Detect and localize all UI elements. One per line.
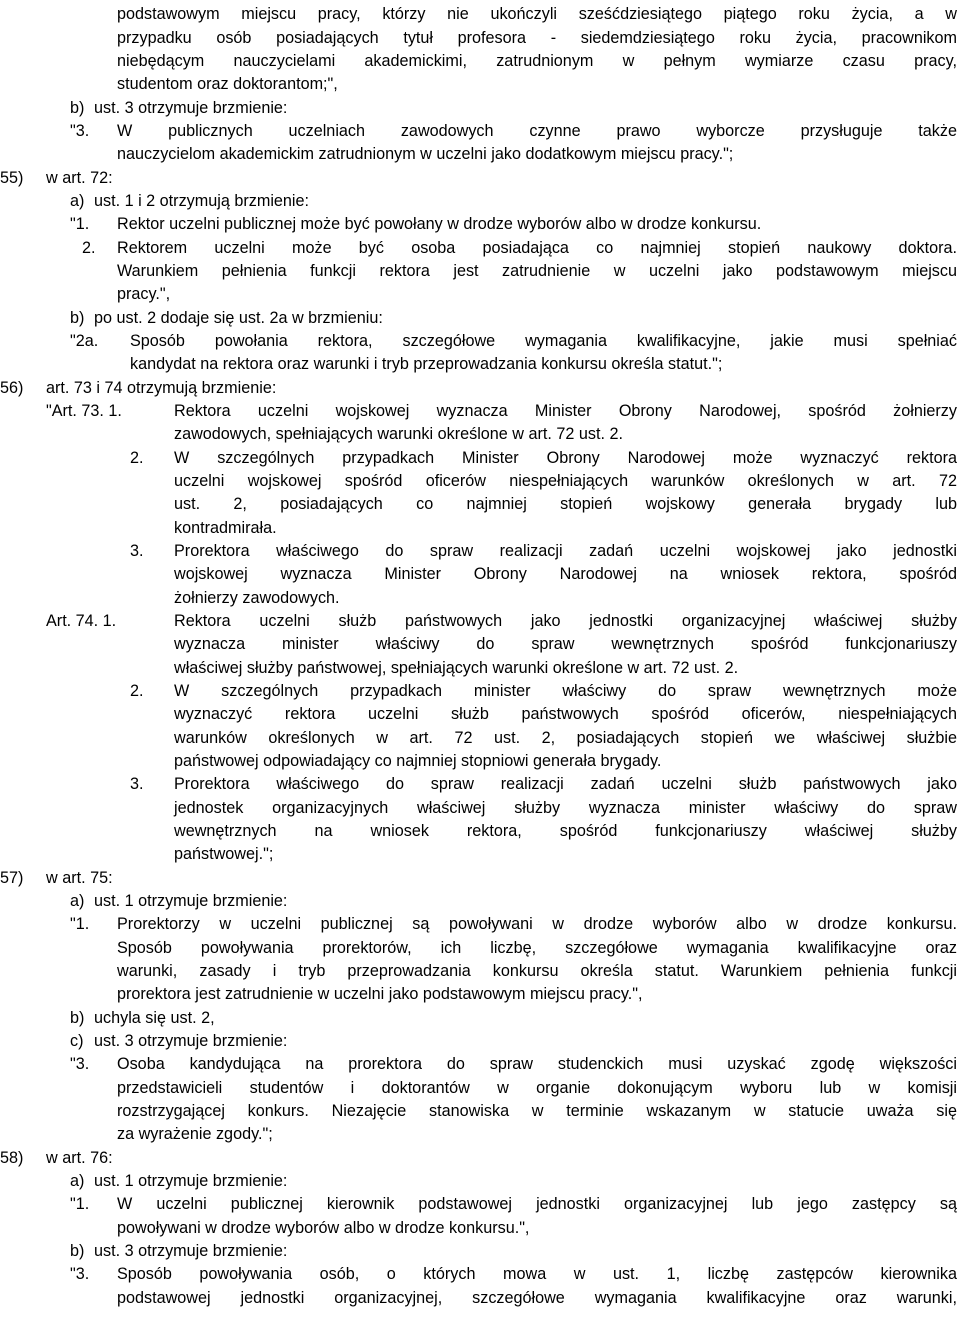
text-line: niebędącym nauczycielami akademickimi, zatrudnionym w pełnym wymiarze czasu pracy, bbox=[117, 52, 957, 70]
text-line: przypadku osób posiadających tytuł profesora - siedemdziesiątego roku życia, pracownikom bbox=[117, 29, 957, 47]
text-line: a) bbox=[70, 1172, 85, 1190]
text-line: zawodowych, spełniających warunki określone w art. 72 ust. 2. bbox=[174, 425, 623, 443]
text-line: za wyrażenie zgody."; bbox=[117, 1125, 273, 1143]
text-line: ust. 3 otrzymuje brzmienie: bbox=[94, 1032, 288, 1050]
text-line: 2. bbox=[130, 449, 144, 467]
text-line: prorektora jest zatrudnienie w uczelni jako podstawowym miejscu pracy.", bbox=[117, 985, 643, 1003]
text-line: żołnierzy zawodowych. bbox=[174, 589, 340, 607]
text-line: 2. bbox=[130, 682, 144, 700]
text-line: przedstawicieli studentów i doktorantów w organie dokonującym wyboru lub w komisji bbox=[117, 1079, 957, 1097]
text-line: Rektora uczelni służb państwowych jako jednostki organizacyjnej właściwej służby bbox=[174, 612, 957, 630]
text-line: a) bbox=[70, 192, 85, 210]
text-line: Prorektora właściwego do spraw realizacji zadań uczelni służb państwowych jako bbox=[174, 775, 957, 793]
text-line: art. 73 i 74 otrzymują brzmienie: bbox=[46, 379, 277, 397]
text-line: rozstrzygającej konkurs. Niezajęcie stanowiska w terminie wskazanym w statucie uważa się bbox=[117, 1102, 957, 1120]
text-line: b) bbox=[70, 1242, 85, 1260]
text-line: "3. bbox=[70, 1265, 90, 1283]
text-line: jednostek organizacyjnych właściwej służby wyznacza minister właściwy do spraw bbox=[174, 799, 957, 817]
text-line: po ust. 2 dodaje się ust. 2a w brzmieniu: bbox=[94, 309, 383, 327]
text-line: wyznaczyć rektora uczelni służb państwowych spośród oficerów, niespełniających bbox=[174, 705, 957, 723]
text-line: ust. 1 otrzymuje brzmienie: bbox=[94, 892, 288, 910]
text-line: Sposób powoływania prorektorów, ich liczbę, szczegółowe wymagania kwalifikacyjne oraz bbox=[117, 939, 957, 957]
text-line: podstawowej jednostki organizacyjnej, szczegółowe wymagania kwalifikacyjne oraz warunki, bbox=[117, 1289, 957, 1307]
text-line: 57) bbox=[0, 869, 24, 887]
text-line: w art. 72: bbox=[46, 169, 113, 187]
text-line: ust. 3 otrzymuje brzmienie: bbox=[94, 1242, 288, 1260]
text-line: ust. 3 otrzymuje brzmienie: bbox=[94, 99, 288, 117]
text-line: Rektorem uczelni może być osoba posiadająca co najmniej stopień naukowy doktora. bbox=[117, 239, 957, 257]
text-line: kontradmirała. bbox=[174, 519, 277, 537]
text-line: ust. 1 otrzymuje brzmienie: bbox=[94, 1172, 288, 1190]
text-line: Rektor uczelni publicznej może być powołany w drodze wyborów albo w drodze konkursu. bbox=[117, 215, 762, 233]
text-line: w art. 76: bbox=[46, 1149, 113, 1167]
text-line: powoływani w drodze wyborów albo w drodze konkursu.", bbox=[117, 1219, 530, 1237]
text-line: w art. 75: bbox=[46, 869, 113, 887]
text-line: Art. 74. 1. bbox=[46, 612, 117, 630]
text-line: b) bbox=[70, 309, 85, 327]
text-line: b) bbox=[70, 99, 85, 117]
text-line: Sposób powoływania osób, o których mowa w ust. 1, liczbę zastępców kierownika bbox=[117, 1265, 957, 1283]
text-line: nauczycielom akademickim zatrudnionym w uczelni jako dodatkowym miejscu pracy."; bbox=[117, 145, 734, 163]
text-line: W uczelni publicznej kierownik podstawowej jednostki organizacyjnej lub jego zastępcy są bbox=[117, 1195, 957, 1213]
text-line: Sposób powołania rektora, szczegółowe wymagania kwalifikacyjne, jakie musi spełniać bbox=[130, 332, 957, 350]
text-line: 58) bbox=[0, 1149, 24, 1167]
text-line: wyznacza minister właściwy do spraw wewnętrznych spośród funkcjonariuszy bbox=[174, 635, 957, 653]
text-line: "Art. 73. 1. bbox=[46, 402, 122, 420]
text-line: kandydat na rektora oraz warunki i tryb przeprowadzania konkursu określa statut."; bbox=[130, 355, 723, 373]
text-line: państwowej odpowiadający co najmniej stopniowi generała brygady. bbox=[174, 752, 662, 770]
text-line: Prorektorzy w uczelni publicznej są powoływani w drodze wyborów albo w drodze konkursu. bbox=[117, 915, 957, 933]
text-line: wewnętrznych na wniosek rektora, spośród funkcjonariuszy właściwej służby bbox=[174, 822, 957, 840]
text-line: państwowej."; bbox=[174, 845, 274, 863]
text-line: 56) bbox=[0, 379, 24, 397]
text-line: W szczególnych przypadkach Minister Obrony Narodowej może wyznaczyć rektora bbox=[174, 449, 957, 467]
text-line: Rektora uczelni wojskowej wyznacza Minister Obrony Narodowej, spośród żołnierzy bbox=[174, 402, 957, 420]
text-line: Prorektora właściwego do spraw realizacji zadań uczelni wojskowej jako jednostki bbox=[174, 542, 957, 560]
text-line: "1. bbox=[70, 915, 90, 933]
text-line: 55) bbox=[0, 169, 24, 187]
text-line: 3. bbox=[130, 775, 144, 793]
text-line: 2. bbox=[82, 239, 96, 257]
text-line: pracy.", bbox=[117, 285, 171, 303]
text-line: ust. 2, posiadających co najmniej stopień wojskowy generała brygady lub bbox=[174, 495, 957, 513]
text-line: podstawowym miejscu pracy, którzy nie ukończyli sześćdziesiątego piątego roku życia, a w bbox=[117, 5, 957, 23]
text-line: "3. bbox=[70, 122, 90, 140]
text-line: W szczególnych przypadkach minister właściwy do spraw wewnętrznych może bbox=[174, 682, 957, 700]
text-line: c) bbox=[70, 1032, 84, 1050]
text-line: studentom oraz doktorantom;", bbox=[117, 75, 338, 93]
text-line: "3. bbox=[70, 1055, 90, 1073]
text-line: 3. bbox=[130, 542, 144, 560]
text-line: b) bbox=[70, 1009, 85, 1027]
text-line: Osoba kandydująca na prorektora do spraw studenckich musi uzyskać zgodę większości bbox=[117, 1055, 957, 1073]
text-line: W publicznych uczelniach zawodowych czynne prawo wyborcze przysługuje także bbox=[117, 122, 957, 140]
text-line: uchyla się ust. 2, bbox=[94, 1009, 215, 1027]
text-line: a) bbox=[70, 892, 85, 910]
text-line: Warunkiem pełnienia funkcji rektora jest zatrudnienie w uczelni jako podstawowym miejscu bbox=[117, 262, 957, 280]
text-line: warunki, zasady i tryb przeprowadzania konkursu określa statut. Warunkiem pełnienia funkcji bbox=[117, 962, 957, 980]
text-line: wojskowej wyznacza Minister Obrony Narodowej na wniosek rektora, spośród bbox=[174, 565, 957, 583]
text-line: właściwej służby państwowej, spełniających warunki określone w art. 72 ust. 2. bbox=[174, 659, 739, 677]
text-line: "1. bbox=[70, 1195, 90, 1213]
text-line: "1. bbox=[70, 215, 90, 233]
text-line: "2a. bbox=[70, 332, 99, 350]
text-line: uczelni wojskowej spośród oficerów niespełniających warunków określonych w art. 72 bbox=[174, 472, 957, 490]
text-line: warunków określonych w art. 72 ust. 2, posiadających stopień we właściwej służbie bbox=[174, 729, 957, 747]
text-line: ust. 1 i 2 otrzymują brzmienie: bbox=[94, 192, 310, 210]
